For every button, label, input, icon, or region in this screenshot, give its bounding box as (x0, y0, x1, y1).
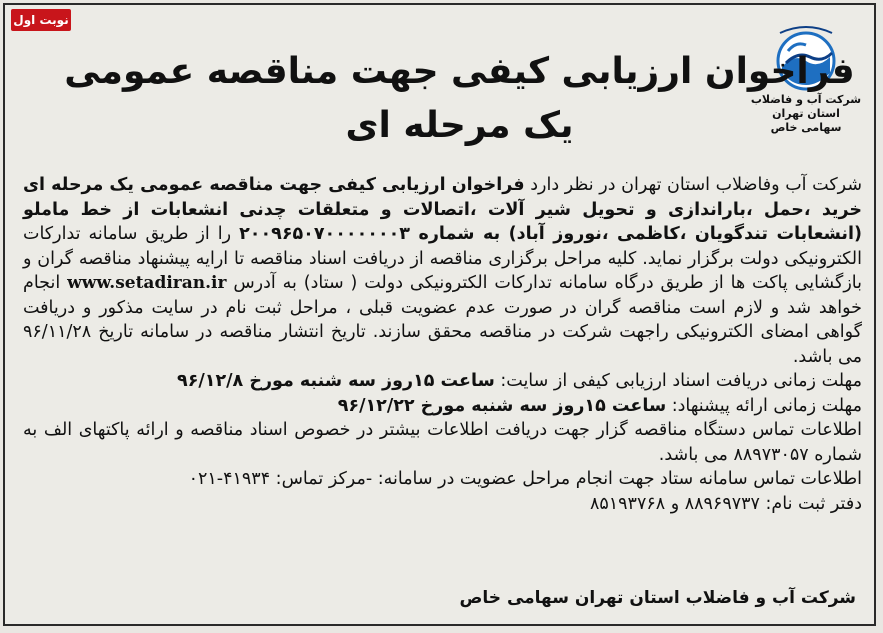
status-badge: نوبت اول (11, 9, 71, 31)
logo-line-1: شرکت آب و فاضلاب (750, 93, 862, 106)
website-link[interactable]: www.setadiran.ir (67, 273, 227, 293)
paragraph-main (23, 173, 862, 369)
announcement-frame (3, 3, 876, 626)
proposal-deadline (23, 394, 862, 419)
document-deadline (23, 369, 862, 394)
registration-office-info: دفتر ثبت نام: ۸۸۹۶۹۷۳۷ و ۸۵۱۹۳۷۶۸ (589, 493, 862, 514)
announcement-body (23, 173, 862, 516)
document-deadline-value: ساعت ۱۵روز سه شنبه مورخ ۹۶/۱۲/۸ (177, 371, 495, 391)
logo-line-3: سهامی خاص (770, 121, 842, 134)
procedure-text: را از طریق سامانه تدارکات الکترونیکی دولت برگزار نماید. کلیه مراحل برگزاری مناقصه از دریافت اسناد مناقصه تا ارایه پیشنهاد مناقصه گران و بازگشایی پاکت ها از طریق درگاه سامانه تدارکات الکترونیکی دولت ( ستاد) به آدرس (23, 224, 863, 293)
logo-line-2: استان تهران (772, 107, 840, 120)
contact-info: اطلاعات تماس دستگاه مناقصه گزار جهت دریافت اطلاعات بیشتر در خصوص اسناد مناقصه و ارائه پاکتهای الف به شماره ۸۸۹۷۳۰۵۷ می باشد. (23, 420, 862, 465)
page-title: فراخوان ارزیابی کیفی جهت مناقصه عمومی (64, 51, 855, 92)
setad-contact-info: اطلاعات تماس سامانه ستاد جهت انجام مراحل عضویت در سامانه: -مرکز تماس: ۴۱۹۳۴-۰۲۱ (188, 469, 862, 489)
document-deadline-label: مهلت زمانی دریافت اسناد ارزیابی کیفی از سایت: (494, 371, 862, 391)
proposal-deadline-label: مهلت زمانی ارائه پیشنهاد: (666, 395, 862, 416)
page-subtitle: یک مرحله ای (345, 105, 574, 146)
footer-company-name: شرکت آب و فاضلاب استان تهران سهامی خاص (459, 588, 856, 608)
intro-text: شرکت آب وفاضلاب استان تهران در نظر دارد (524, 175, 862, 195)
proposal-deadline-value: ساعت ۱۵روز سه شنبه مورخ ۹۶/۱۲/۲۲ (337, 395, 667, 416)
registration-text: انجام خواهد شد و لازم است مناقصه گران در صورت عدم عضویت قبلی ، مراحل ثبت نام در سایت مذکور و دریافت گواهی امضای الکترونیکی راجهت شرکت در مناقصه محقق سازند. تاریخ انتشار مناقصه در سامانه تاریخ ۹۶/۱۱/۲۸ می باشد. (23, 273, 862, 367)
tender-title-text: فراخوان ارزیابی کیفی جهت مناقصه عمومی یک مرحله ای خرید ،حمل ،باراندازی و تحویل شیر آلات ،اتصالات و متعلقات چدنی انشعابات از خط ماملو (انشعابات تندگویان ،کاظمی ،نوروز آباد) به شماره ۲۰۰۹۶۵۰۷۰۰۰۰۰۰۰۳ (23, 175, 862, 244)
